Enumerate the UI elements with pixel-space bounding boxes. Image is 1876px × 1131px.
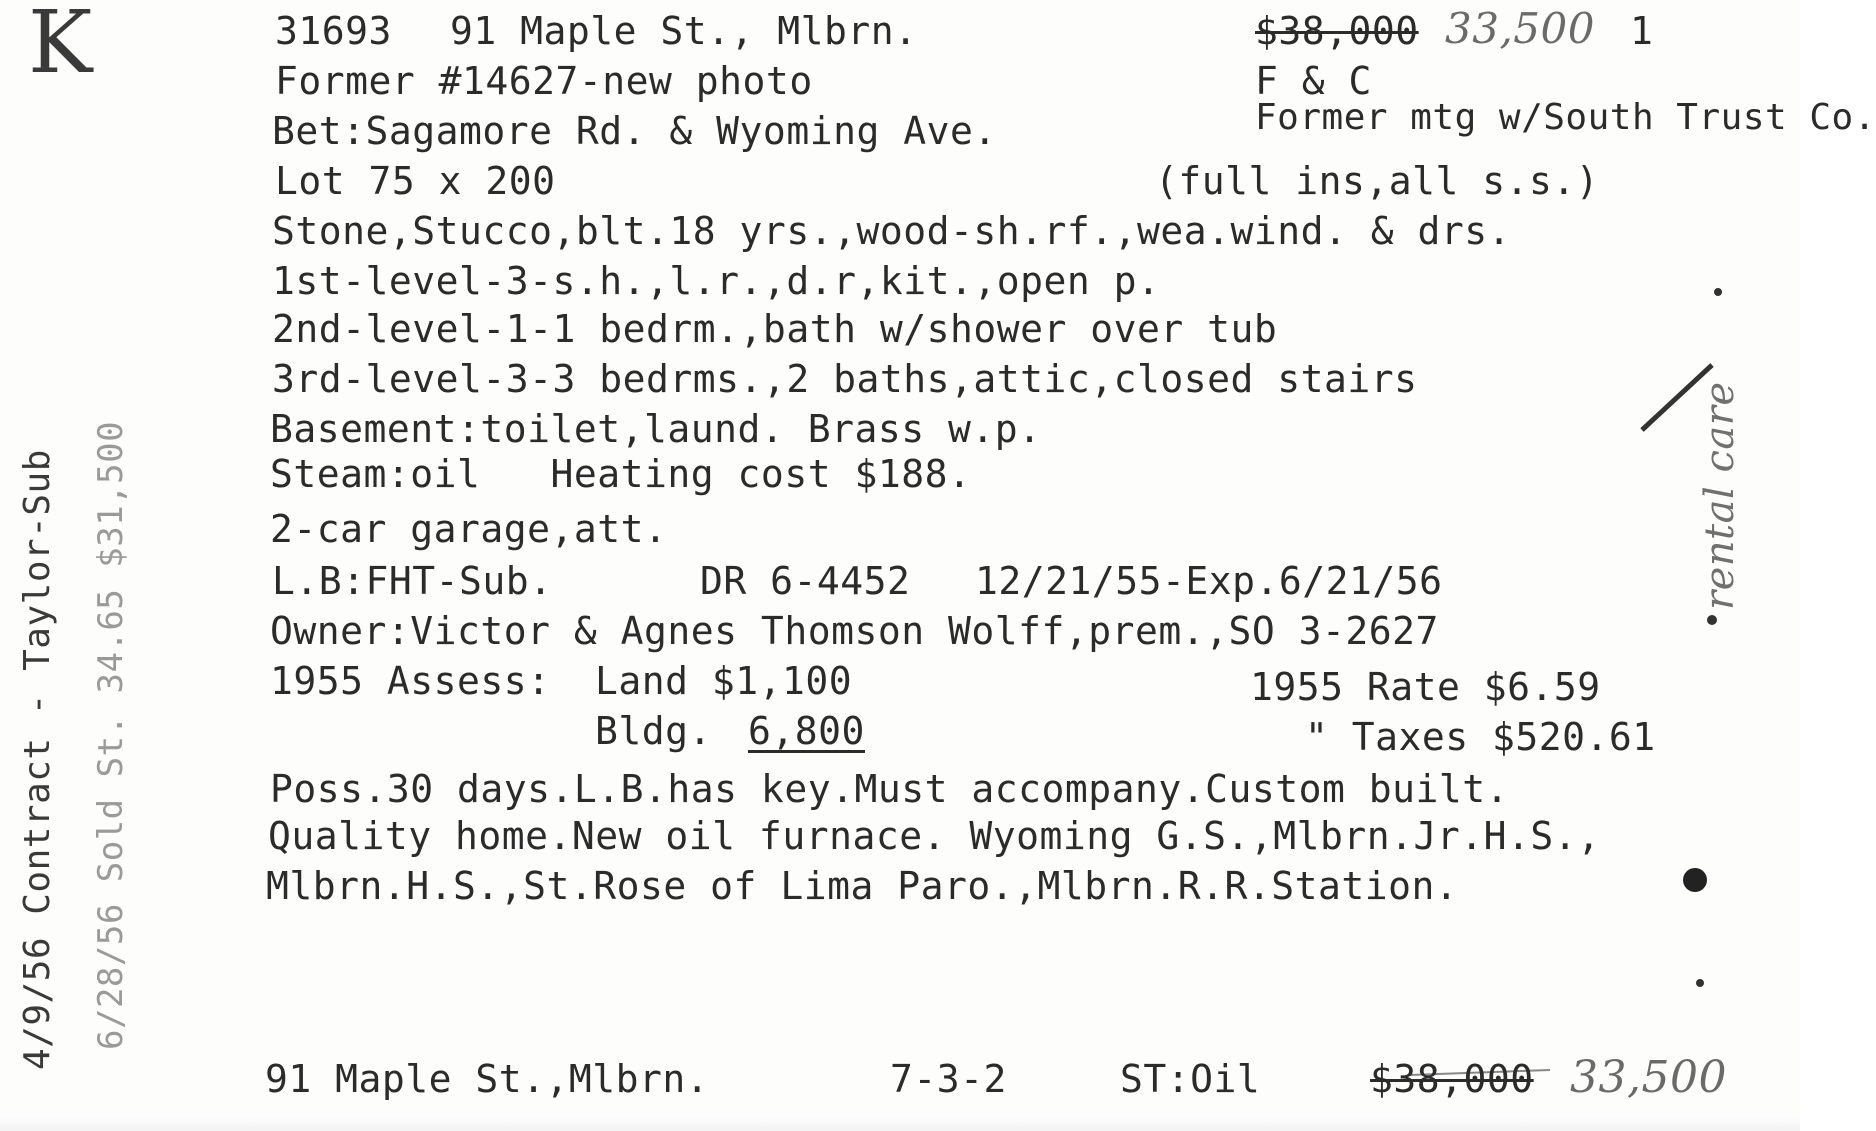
- detail-level-3: 3rd-level-3-3 bedrms.,2 baths,attic,closed stairs: [272, 357, 1418, 401]
- tax-rate: 1955 Rate $6.59: [1250, 665, 1601, 709]
- card-edge: [0, 1113, 1800, 1131]
- property-address: 91 Maple St., Mlbrn.: [450, 9, 918, 53]
- assess-land: Land $1,100: [595, 659, 853, 703]
- owner-line: Owner:Victor & Agnes Thomson Wolff,prem.,SO 3-2627: [270, 609, 1439, 653]
- remarks-line-1: Poss.30 days.L.B.has key.Must accompany.Custom built.: [270, 767, 1510, 811]
- lot-size: Lot 75 x 200: [275, 159, 556, 203]
- between-streets: Bet:Sagamore Rd. & Wyoming Ave.: [272, 109, 997, 153]
- contract-note: 4/9/56 Contract - Taylor-Sub: [17, 449, 58, 1070]
- assess-label: 1955 Assess:: [270, 659, 551, 703]
- detail-garage: 2-car garage,att.: [270, 507, 668, 551]
- detail-heating: Steam:oil Heating cost $188.: [270, 452, 972, 496]
- ink-blot: [1683, 868, 1707, 892]
- footer-revised-price: 33,500: [1570, 1052, 1727, 1103]
- side-handwritten-note: rental care: [1697, 381, 1743, 610]
- insurance-note: (full ins,all s.s.): [1155, 159, 1600, 203]
- listing-broker: L.B:FHT-Sub.: [272, 559, 553, 603]
- listing-phone: DR 6-4452: [700, 559, 911, 603]
- original-price: $38,000: [1255, 9, 1419, 53]
- footer-heat: ST:Oil: [1120, 1057, 1261, 1101]
- former-listing: Former #14627-new photo: [275, 59, 813, 103]
- footer-address: 91 Maple St.,Mlbrn.: [265, 1057, 710, 1101]
- footer-rooms: 7-3-2: [890, 1057, 1007, 1101]
- assess-bldg-value: 6,800: [748, 709, 865, 753]
- detail-construction: Stone,Stucco,blt.18 yrs.,wood-sh.rf.,wea.wind. & drs.: [272, 209, 1512, 253]
- remarks-line-2: Quality home.New oil furnace. Wyoming G.S.,Mlbrn.Jr.H.S.,: [268, 814, 1601, 858]
- detail-basement: Basement:toilet,laund. Brass w.p.: [270, 407, 1042, 451]
- listing-id: 31693: [275, 9, 392, 53]
- detail-level-2: 2nd-level-1-1 bedrm.,bath w/shower over tub: [272, 307, 1278, 351]
- ink-dot: [1707, 615, 1717, 625]
- margin-letter: K: [28, 0, 93, 93]
- financing-terms: F & C: [1255, 59, 1372, 103]
- revised-price: 33,500: [1445, 4, 1595, 53]
- check-mark: [1642, 365, 1712, 430]
- mortgage-note: Former mtg w/South Trust Co.: [1255, 97, 1876, 138]
- detail-level-1: 1st-level-3-s.h.,l.r.,d.r,kit.,open p.: [272, 259, 1161, 303]
- taxes: " Taxes $520.61: [1305, 715, 1656, 759]
- remarks-line-3: Mlbrn.H.S.,St.Rose of Lima Paro.,Mlbrn.R.R.Station.: [266, 864, 1459, 908]
- assess-bldg-label: Bldg.: [595, 709, 712, 753]
- footer-original-price: $38,000: [1370, 1057, 1534, 1101]
- ink-dot: [1696, 979, 1704, 987]
- listing-dates: 12/21/55-Exp.6/21/56: [975, 559, 1443, 603]
- card-number: 1: [1630, 9, 1654, 53]
- sold-note: 6/28/56 Sold St. 34.65 $31,500: [91, 420, 131, 1050]
- ink-dot: [1714, 288, 1722, 296]
